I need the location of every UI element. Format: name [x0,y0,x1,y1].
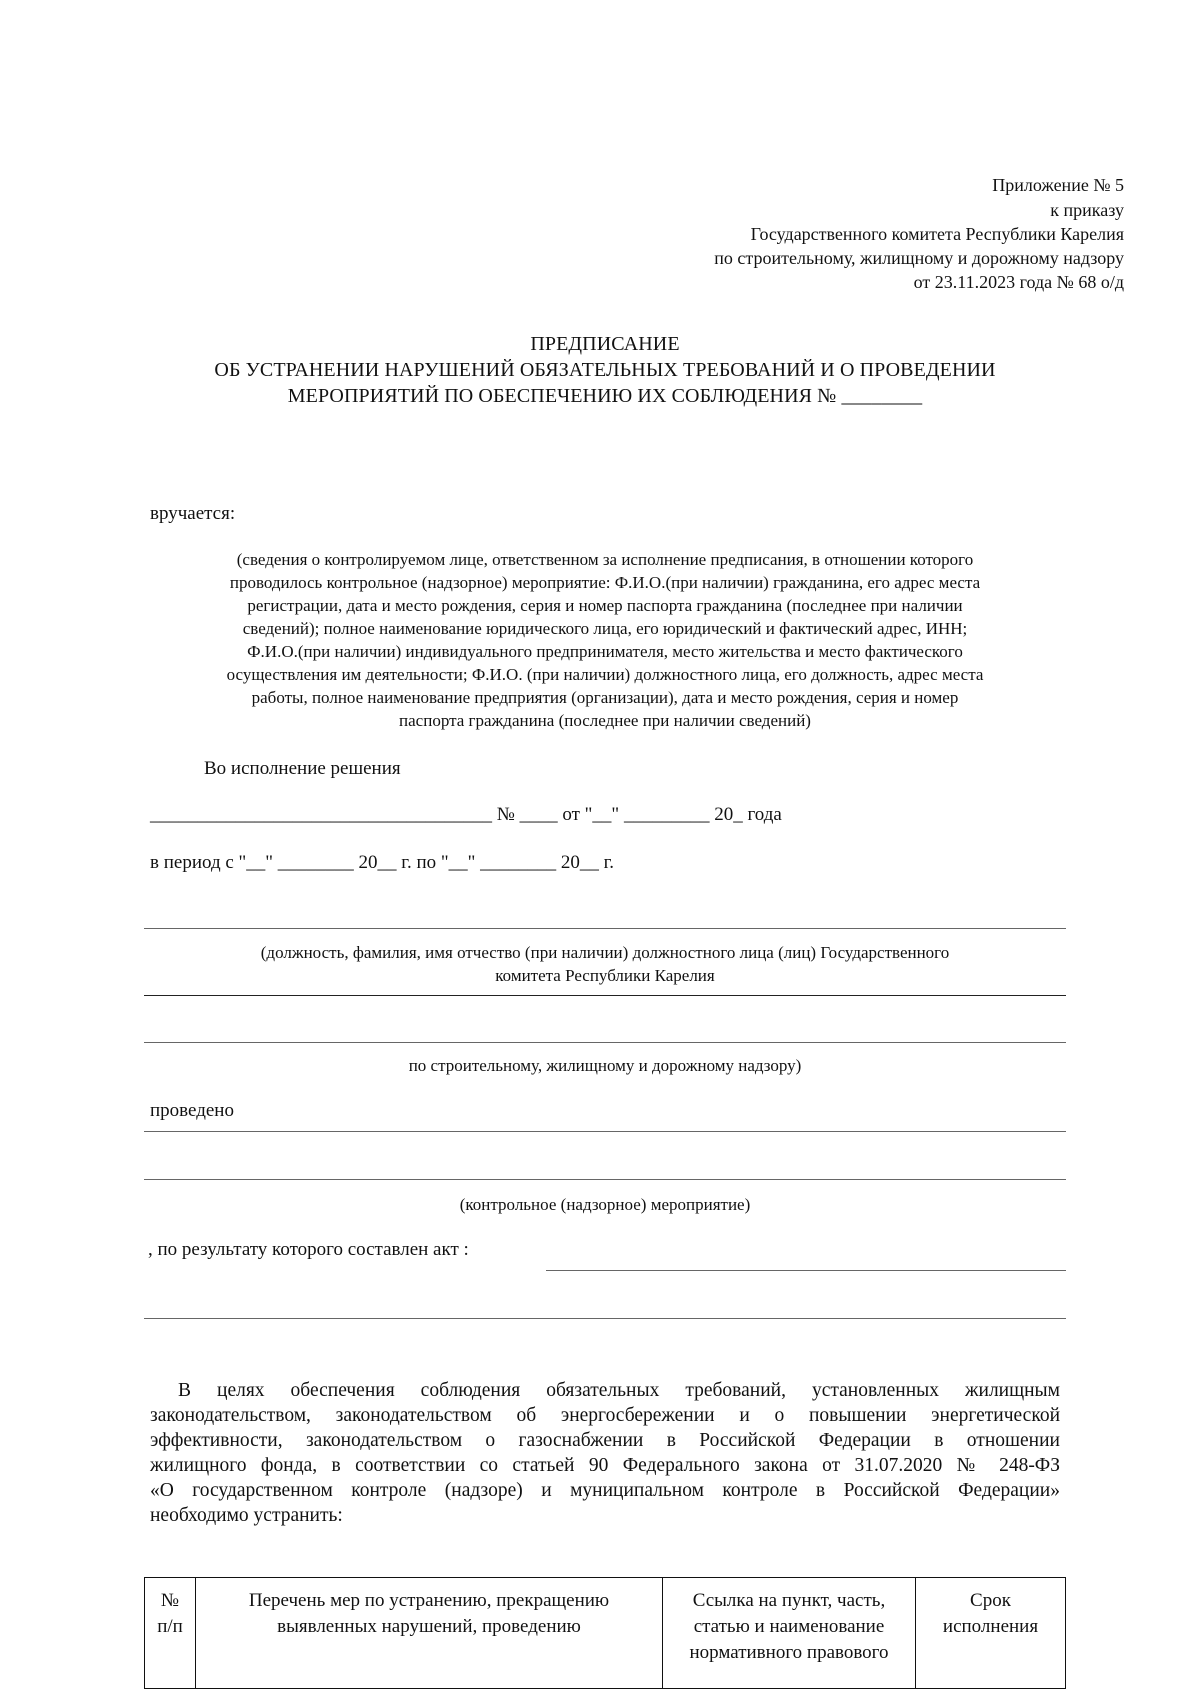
header-text: выявленных нарушений, проведению [277,1616,581,1637]
paragraph-line: «О государственном контроле (надзоре) и муниципальном контроле в Российской Федерации» [150,1480,1060,1501]
appendix-line-5: от 23.11.2023 года № 68 о/д [913,272,1124,292]
conducted-blank-line [144,1131,1066,1132]
appendix-line-1: Приложение № 5 [992,175,1124,195]
official-note-line-2: комитета Республики Карелия [495,966,715,985]
delivered-note-line: (сведения о контролируемом лице, ответственном за исполнение предписания, в отношении которого [236,550,974,569]
table-header-measures [196,1578,663,1689]
appendix-line-3: Государственного комитета Республики Карелия [750,224,1124,244]
conducted-blank-line [144,1179,1066,1180]
header-text: Ссылка на пункт, часть, [692,1590,886,1611]
conducted-note: (контрольное (надзорное) мероприятие) [459,1195,751,1214]
act-blank-line [144,1318,1066,1319]
document-subtitle-line-1: ОБ УСТРАНЕНИИ НАРУШЕНИЙ ОБЯЗАТЕЛЬНЫХ ТРЕБОВАНИЙ И О ПРОВЕДЕНИИ [214,359,996,381]
header-text: № [160,1590,180,1611]
header-text: исполнения [942,1616,1039,1637]
delivered-note-line: Ф.И.О.(при наличии) индивидуального предпринимателя, место жительства и место фактического [247,642,963,661]
delivered-note-line: паспорта гражданина (последнее при наличии сведений) [399,711,811,730]
delivered-note-line: проводилось контрольное (надзорное) мероприятие: Ф.И.О.(при наличии) гражданина, его адрес места [229,573,981,592]
act-label: , по результату которого составлен акт : [148,1239,469,1260]
decision-intro: Во исполнение решения [204,758,401,779]
table-header-deadline [916,1578,1066,1689]
table-header-number [145,1578,196,1689]
official-blank-line [144,1042,1066,1043]
appendix-line-2: к приказу [1050,200,1124,220]
delivered-label: вручается: [150,503,236,524]
delivered-note-line: осуществления им деятельности; Ф.И.О. (при наличии) должностного лица, его должность, адрес места [226,665,984,684]
official-blank-line [144,928,1066,929]
official-note-line-3: по строительному, жилищному и дорожному надзору) [408,1056,802,1075]
paragraph-line: необходимо устранить: [150,1505,343,1526]
period-line: в период с "__" ________ 20__ г. по "__" ________ 20__ г. [150,852,615,873]
delivered-note-line: регистрации, дата и место рождения, серия и номер паспорта гражданина (последнее при наличии [247,596,963,615]
conducted-label: проведено [150,1100,234,1121]
table-header-row [145,1578,1066,1689]
delivered-note-line: работы, полное наименование предприятия (организации), дата и место рождения, серия и номер [251,688,959,707]
act-blank-line [546,1270,1066,1271]
table-header-reference [663,1578,916,1689]
header-text: статью и наименование [693,1616,885,1637]
header-text: нормативного правового [689,1642,889,1663]
paragraph-line: жилищного фонда, в соответствии со статьей 90 Федерального закона от 31.07.2020 № 248-ФЗ [150,1455,1060,1476]
paragraph-line: законодательством, законодательством об энергосбережении и о повышении энергетической [150,1405,1060,1426]
document-title: ПРЕДПИСАНИЕ [530,333,680,355]
header-text: Срок [970,1590,1011,1611]
header-text: Перечень мер по устранению, прекращению [248,1590,610,1611]
paragraph-line: эффективности, законодательством о газоснабжении в Российской Федерации в отношении [150,1430,1060,1451]
official-blank-line [144,995,1066,996]
appendix-line-4: по строительному, жилищному и дорожному надзору [714,248,1124,268]
paragraph-line: В целях обеспечения соблюдения обязательных требований, установленных жилищным [178,1380,1060,1401]
requirements-paragraph [150,1378,1060,1528]
delivered-note-line: сведений); полное наименование юридического лица, его юридический и фактический адрес, ИНН; [242,619,968,638]
decision-number-line: ____________________________________ № ____ от "__" _________ 20_ года [150,804,782,825]
document-subtitle-line-2: МЕРОПРИЯТИЙ ПО ОБЕСПЕЧЕНИЮ ИХ СОБЛЮДЕНИЯ № ________ [287,385,923,407]
official-note-line-1: (должность, фамилия, имя отчество (при наличии) должностного лица (лиц) Государственного [260,943,950,962]
header-text: п/п [157,1616,183,1637]
measures-table [144,1577,1066,1689]
